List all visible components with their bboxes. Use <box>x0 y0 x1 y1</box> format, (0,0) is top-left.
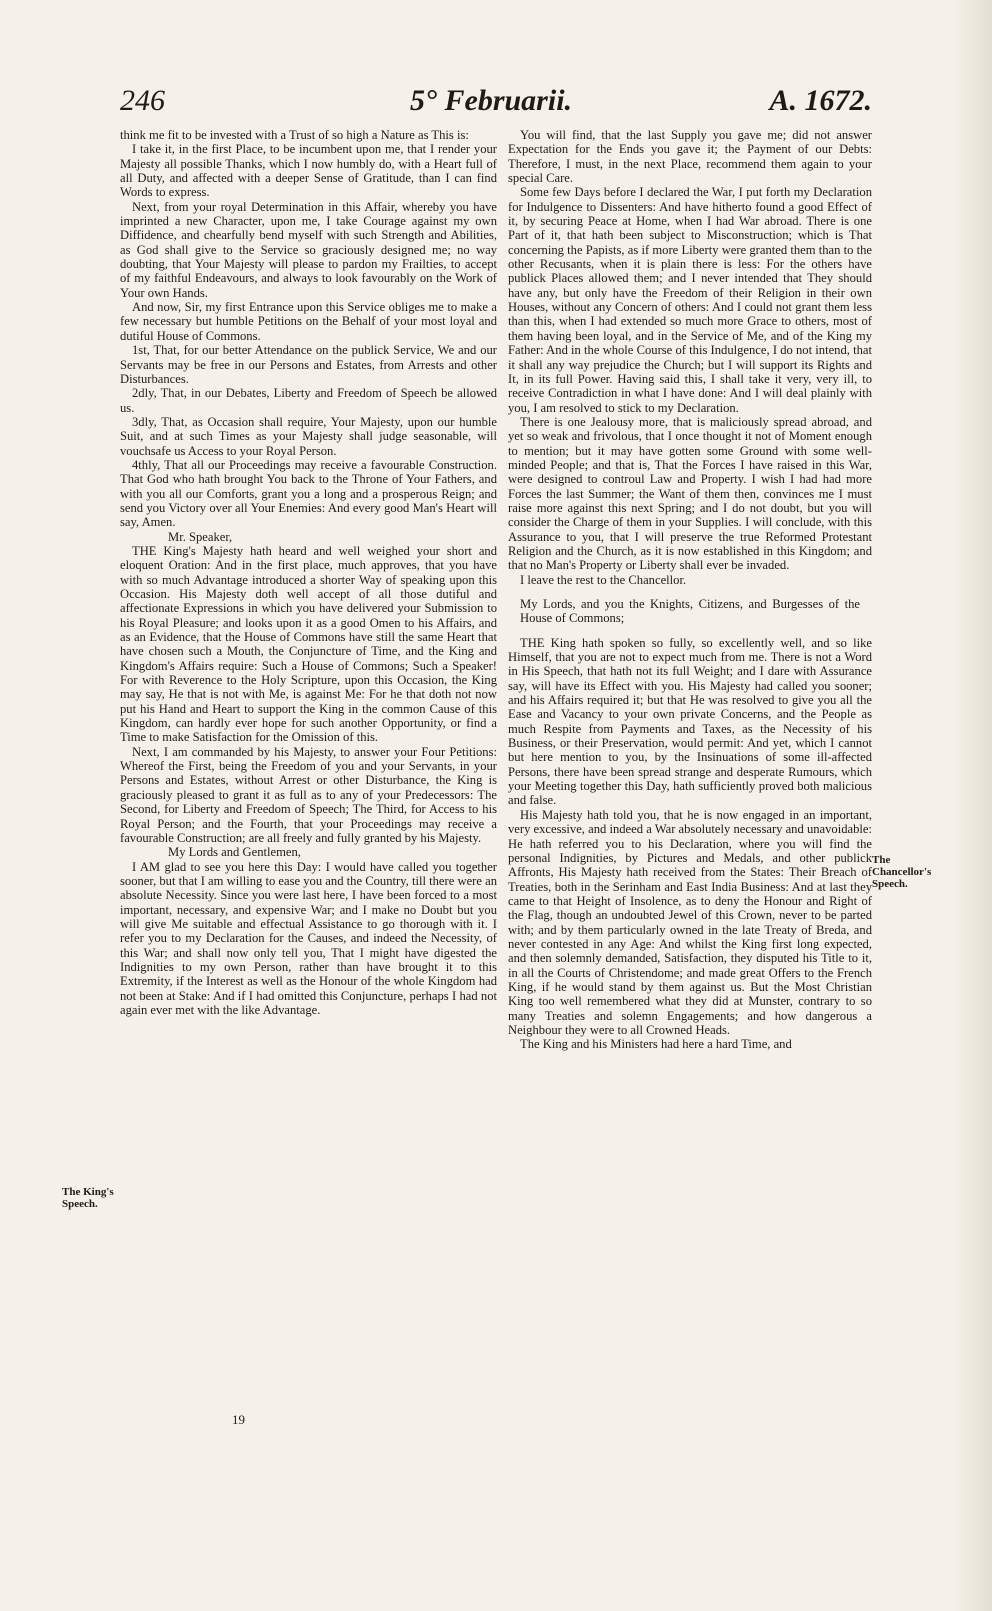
paragraph: THE King hath spoken so fully, so excellently well, and so like Himself, that you are not to expect much from me. There is not a Word in His Speech, that hath not its full Weight; and I dare with Assurance say, will have its Effect with you. His Majesty had called you sooner; and his Affairs required it; but that He was resolved to give you all the Ease and Vacancy to your own private Concerns, and the People as much Respite from Payments and Taxes, as the Necessity of his Business, or their Preservation, would permit: And yet, which I cannot but here mention to you, by the Insinuations of some ill-affected Persons, there have been spread strange and desperate Rumours, which your Meeting together this Day, hath sufficiently proved both malicious and false. <box>508 635 872 808</box>
paragraph: I leave the rest to the Chancellor. <box>520 572 687 587</box>
paragraph: You will find, that the last Supply you gave me; did not answer Expectation for the Ends you gave it; the Payment of our Debts: Therefore, I must, in the next Place, recommend them again to your special Care. <box>508 128 872 186</box>
paragraph: I AM glad to see you here this Day: I would have called you together sooner, but that I am willing to ease you and the Country, till there were an absolute Necessity. Since you were last here, I have been forced to a most important, necessary, and expensive War; and I make no Doubt but you will give Me suitable and effectual Assistance to go thorough with it. I refer you to my Declaration for the Causes, and indeed the Necessity, of this War; and shall now only tell you, That I might have digested the Indignities to my own Person, rather than have brought it to this Extremity, if the Interest as well as the Honour of the whole Kingdom had not been at Stake: And if I had omitted this Conjuncture, perhaps I had not again ever met with the like Advantage. <box>120 859 497 1017</box>
paragraph: 3dly, That, as Occasion shall require, Your Majesty, upon our humble Suit, and at such Times as your Majesty shall judge seasonable, will vouchsafe us Access to your Royal Person. <box>120 414 497 458</box>
paragraph: There is one Jealousy more, that is maliciously spread abroad, and yet so weak and frivolous, that I once thought it not of Moment enough to mention; but it may have gotten some Ground with some well-minded People; and that is, That the Forces I have raised in this War, were designed to controul Law and Property. I wish I had had more Forces the last Summer; the Want of them then, convinces me I must raise more against this next Spring; and I do not doubt, but you will consider the Charge of them in your Supplies. I will conclude, with this Assurance to you, that I will preserve the true Reformed Protestant Religion and the Church, as it is now established in this Kingdom; and that no Man's Property or Liberty shall ever be invaded. <box>508 414 872 573</box>
left-column <box>120 128 497 1398</box>
page-date: 5° Februarii. <box>410 84 573 117</box>
page-header <box>120 84 872 128</box>
paragraph: Some few Days before I declared the War, I put forth my Declaration for Indulgence to Dissenters: And have hitherto found a good Effect of it, by securing Peace at Home, when I had War abroad. There is one Part of it, that hath been subject to Misconstruction; which is That concerning the Papists, as if more Liberty were granted them than to the other Recusants, when it is plain there is less: For the others have publick Places allowed them; and I never intended that They should have any, but only have the Freedom of their Religion in their own Houses, without any Concern of others: And I could not grant them less than this, when I had extended so much more Grace to others, most of them having been loyal, and in the Service of Me, and of the King my Father: And in the whole Course of this Indulgence, I do not intend, that it shall any way prejudice the Church; but I will support its Rights and It, in its full Power. Having said this, I shall take it very, very ill, to receive Contradiction in what I have done: And I will deal plainly with you, I am resolved to stick to my Declaration. <box>508 185 872 415</box>
paragraph: Next, from your royal Determination in this Affair, whereby you have imprinted a new Character, upon me, I take Courage against my own Diffidence, and chearfully bend myself with such Strength and Abilities, as God shall give to the Service so graciously designed me; no way doubting, that Your Majesty will please to pardon my Frailties, to accept of my faithful Endeavours, and always to look favourably on the Work of Your own Hands. <box>120 199 497 300</box>
salutation: Mr. Speaker, <box>168 529 233 544</box>
paragraph: 1st, That, for our better Attendance on the publick Service, We and our Servants may be free in our Persons and Estates, from Arrests and other Disturbances. <box>120 343 497 386</box>
paragraph: Next, I am commanded by his Majesty, to answer your Four Petitions: Whereof the First, being the Freedom of you and your Servants, in your Persons and Estates, without Arrest or other Disturbance, the King is graciously pleased to grant it as full as to any of your Predecessors: The Second, for Liberty and Freedom of Speech; The Third, for Access to his Royal Person; and the Fourth, that your Proceedings may receive a favourable Construction; are all freely and fully granted by his Majesty. <box>120 744 497 845</box>
paragraph: 2dly, That, in our Debates, Liberty and Freedom of Speech be allowed us. <box>120 386 497 415</box>
paragraph: THE King's Majesty hath heard and well weighed your short and eloquent Oration: And in the first place, much approves, that you have with so much Advantage introduced a shorter Way of speaking upon this Occasion. His Majesty doth well accept of all those dutiful and affectionate Expressions in which you have delivered your Submission to his Royal Pleasure; and looks upon it as a good Omen to his Affairs, and as an Evidence, that the House of Commons have still the same Heart that have chosen such a Mouth, the Conjuncture of Time, and the King and Kingdom's Affairs require: Such a House of Commons; Such a Speaker! For with Reverence to the Holy Scripture, upon this Occasion, the King may say, He that is not with Me, is against Me: For he that doth not now put his Hand and Heart to support the King in the common Cause of this Kingdom, can hardly ever hope for such another Opportunity, or find a Time to make Satisfaction for the Omission of this. <box>120 543 497 745</box>
salutation: My Lords and Gentlemen, <box>168 845 301 860</box>
paragraph: His Majesty hath told you, that he is now engaged in an important, very excessive, and indeed a War absolutely necessary and unavoidable: He hath referred you to his Declaration, where you will find the personal Indignities, by Pictures and Medals, and other publick Affronts, His Majesty hath received from the States: Their Breach of Treaties, both in the Serinham and East India Business: And at last they came to that Height of Insolence, as to deny the Honour and Right of the Flag, though an undoubted Jewel of this Crown, never to be parted with; and by them particularly owned in the late Treaty of Breda, and never contested in any Age: And whilst the King first long expected, and then solemnly demanded, Satisfaction, they disputed his Title to it, in all the Courts of Christendome; and made great Offers to the French King, if he would stand by them against us. But the Most Christian King too well remembered what they did at Munster, contrary to so many Treaties and solemn Engagements; and how dangerous a Neighbour they were to all Crowned Heads. <box>508 807 872 1037</box>
margin-note-chancellors-speech: The Chancellor's Speech. <box>872 854 932 890</box>
right-column <box>508 128 872 1378</box>
paragraph: The King and his Ministers had here a hard Time, and <box>520 1037 792 1052</box>
paragraph: I take it, in the first Place, to be incumbent upon me, that I render your Majesty all possible Thanks, which I now humbly do, with a Heart full of all Duty, and affected with a deeper Sense of Gratitude, than I can find Words to express. <box>120 142 497 200</box>
signature-mark: 19 <box>232 1412 245 1427</box>
paragraph: think me fit to be invested with a Trust of so high a Nature as This is: <box>120 128 469 142</box>
margin-note-kings-speech: The King's Speech. <box>62 1186 114 1210</box>
page-edge <box>952 0 992 1611</box>
page-year: A. 1672. <box>769 84 872 117</box>
paragraph: 4thly, That all our Proceedings may receive a favourable Construction. That God who hath brought You back to the Throne of Your Fathers, and with you all our Comforts, grant you a long and a prosperous Reign; and send you Victory over all Your Enemies: And every good Man's Heart will say, Amen. <box>120 457 497 530</box>
paragraph: And now, Sir, my first Entrance upon this Service obliges me to make a few necessary but humble Petitions on the Behalf of your most loyal and dutiful House of Commons. <box>120 300 497 343</box>
page-number: 246 <box>120 84 165 117</box>
address-heading: My Lords, and you the Knights, Citizens, and Burgesses of the House of Commons; <box>520 597 860 626</box>
